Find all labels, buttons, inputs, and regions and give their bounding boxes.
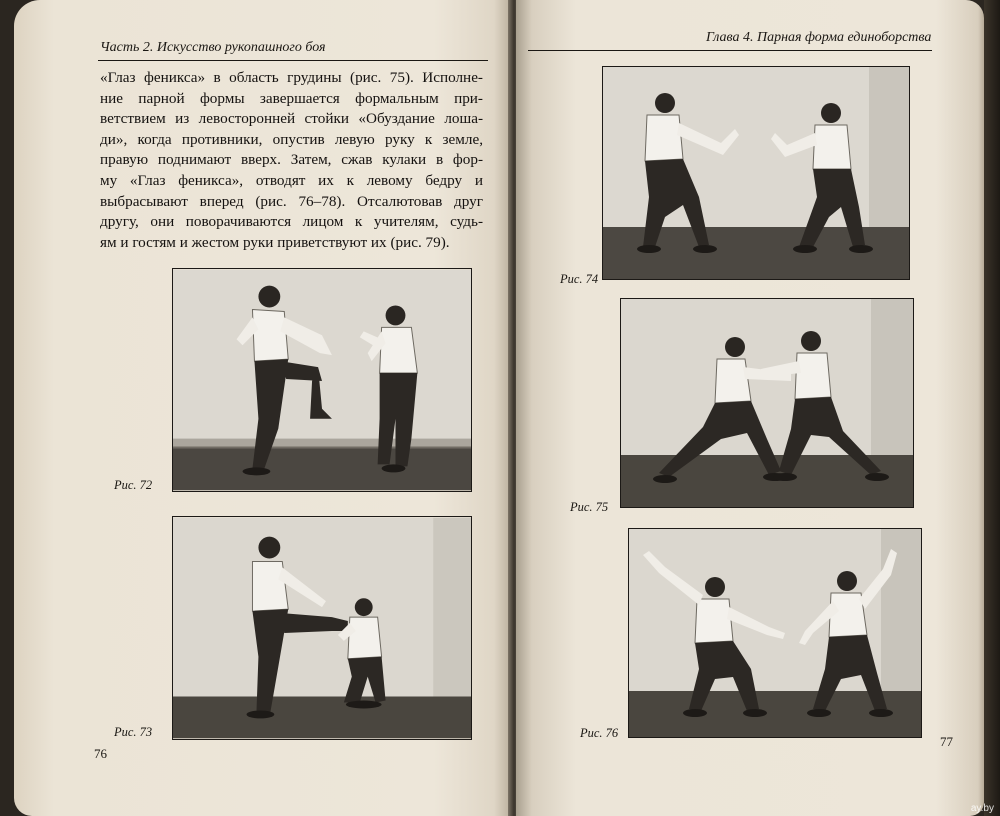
caption-fig-74: Рис. 74 [560,272,599,286]
photo-fig-74-art [603,67,909,279]
page-number-left: 76 [94,746,107,761]
caption-fig-76: Рис. 76 [580,726,619,740]
right-page [516,0,984,816]
photo-fig-72 [172,268,472,492]
running-head-right: Глава 4. Парная форма единоборства [706,30,932,45]
photo-fig-75-art [621,299,913,507]
paragraph-line: ветствием из левосторонней стойки «Обуздание лоша- [100,110,483,128]
photo-fig-73 [172,516,472,740]
paragraph-line: выбрасывают вперед (рис. 76–78). Отсалютовав друг [100,192,483,210]
body-paragraph [100,68,483,253]
paragraph-line: ям и гостям и жестом руки приветствуют их (рис. 79). [100,233,450,251]
paragraph-line: «Глаз феникса» в область грудины (рис. 75). Исполне- [100,69,483,86]
paragraph-line: правую поднимают вверх. Затем, сжав кулаки в фор- [100,151,483,169]
paragraph-line: ние парной формы завершается формальным при- [100,89,483,107]
running-head-left: Часть 2. Искусство рукопашного боя [100,40,326,55]
paragraph-line: му «Глаз феникса», отводят их к левому бедру и [100,171,483,189]
photo-fig-72-art [173,269,471,491]
photo-fig-74 [602,66,910,280]
caption-fig-72: Рис. 72 [114,478,153,492]
header-rule-left [98,60,488,61]
book-edge [984,0,1000,816]
photo-fig-73-art [173,517,471,739]
caption-fig-75: Рис. 75 [570,500,609,514]
paragraph-line: ди», когда противники, опустив левую руку к земле, [100,130,483,148]
header-rule-right [528,50,932,51]
photo-fig-76 [628,528,922,738]
paragraph-line: другу, они поворачиваются лицом к учителям, судь- [100,213,483,231]
caption-fig-73: Рис. 73 [114,725,153,739]
left-page [14,0,512,816]
photo-fig-75 [620,298,914,508]
photo-fig-76-art [629,529,921,737]
page-number-right: 77 [940,734,953,749]
watermark: ay.by [970,803,994,814]
